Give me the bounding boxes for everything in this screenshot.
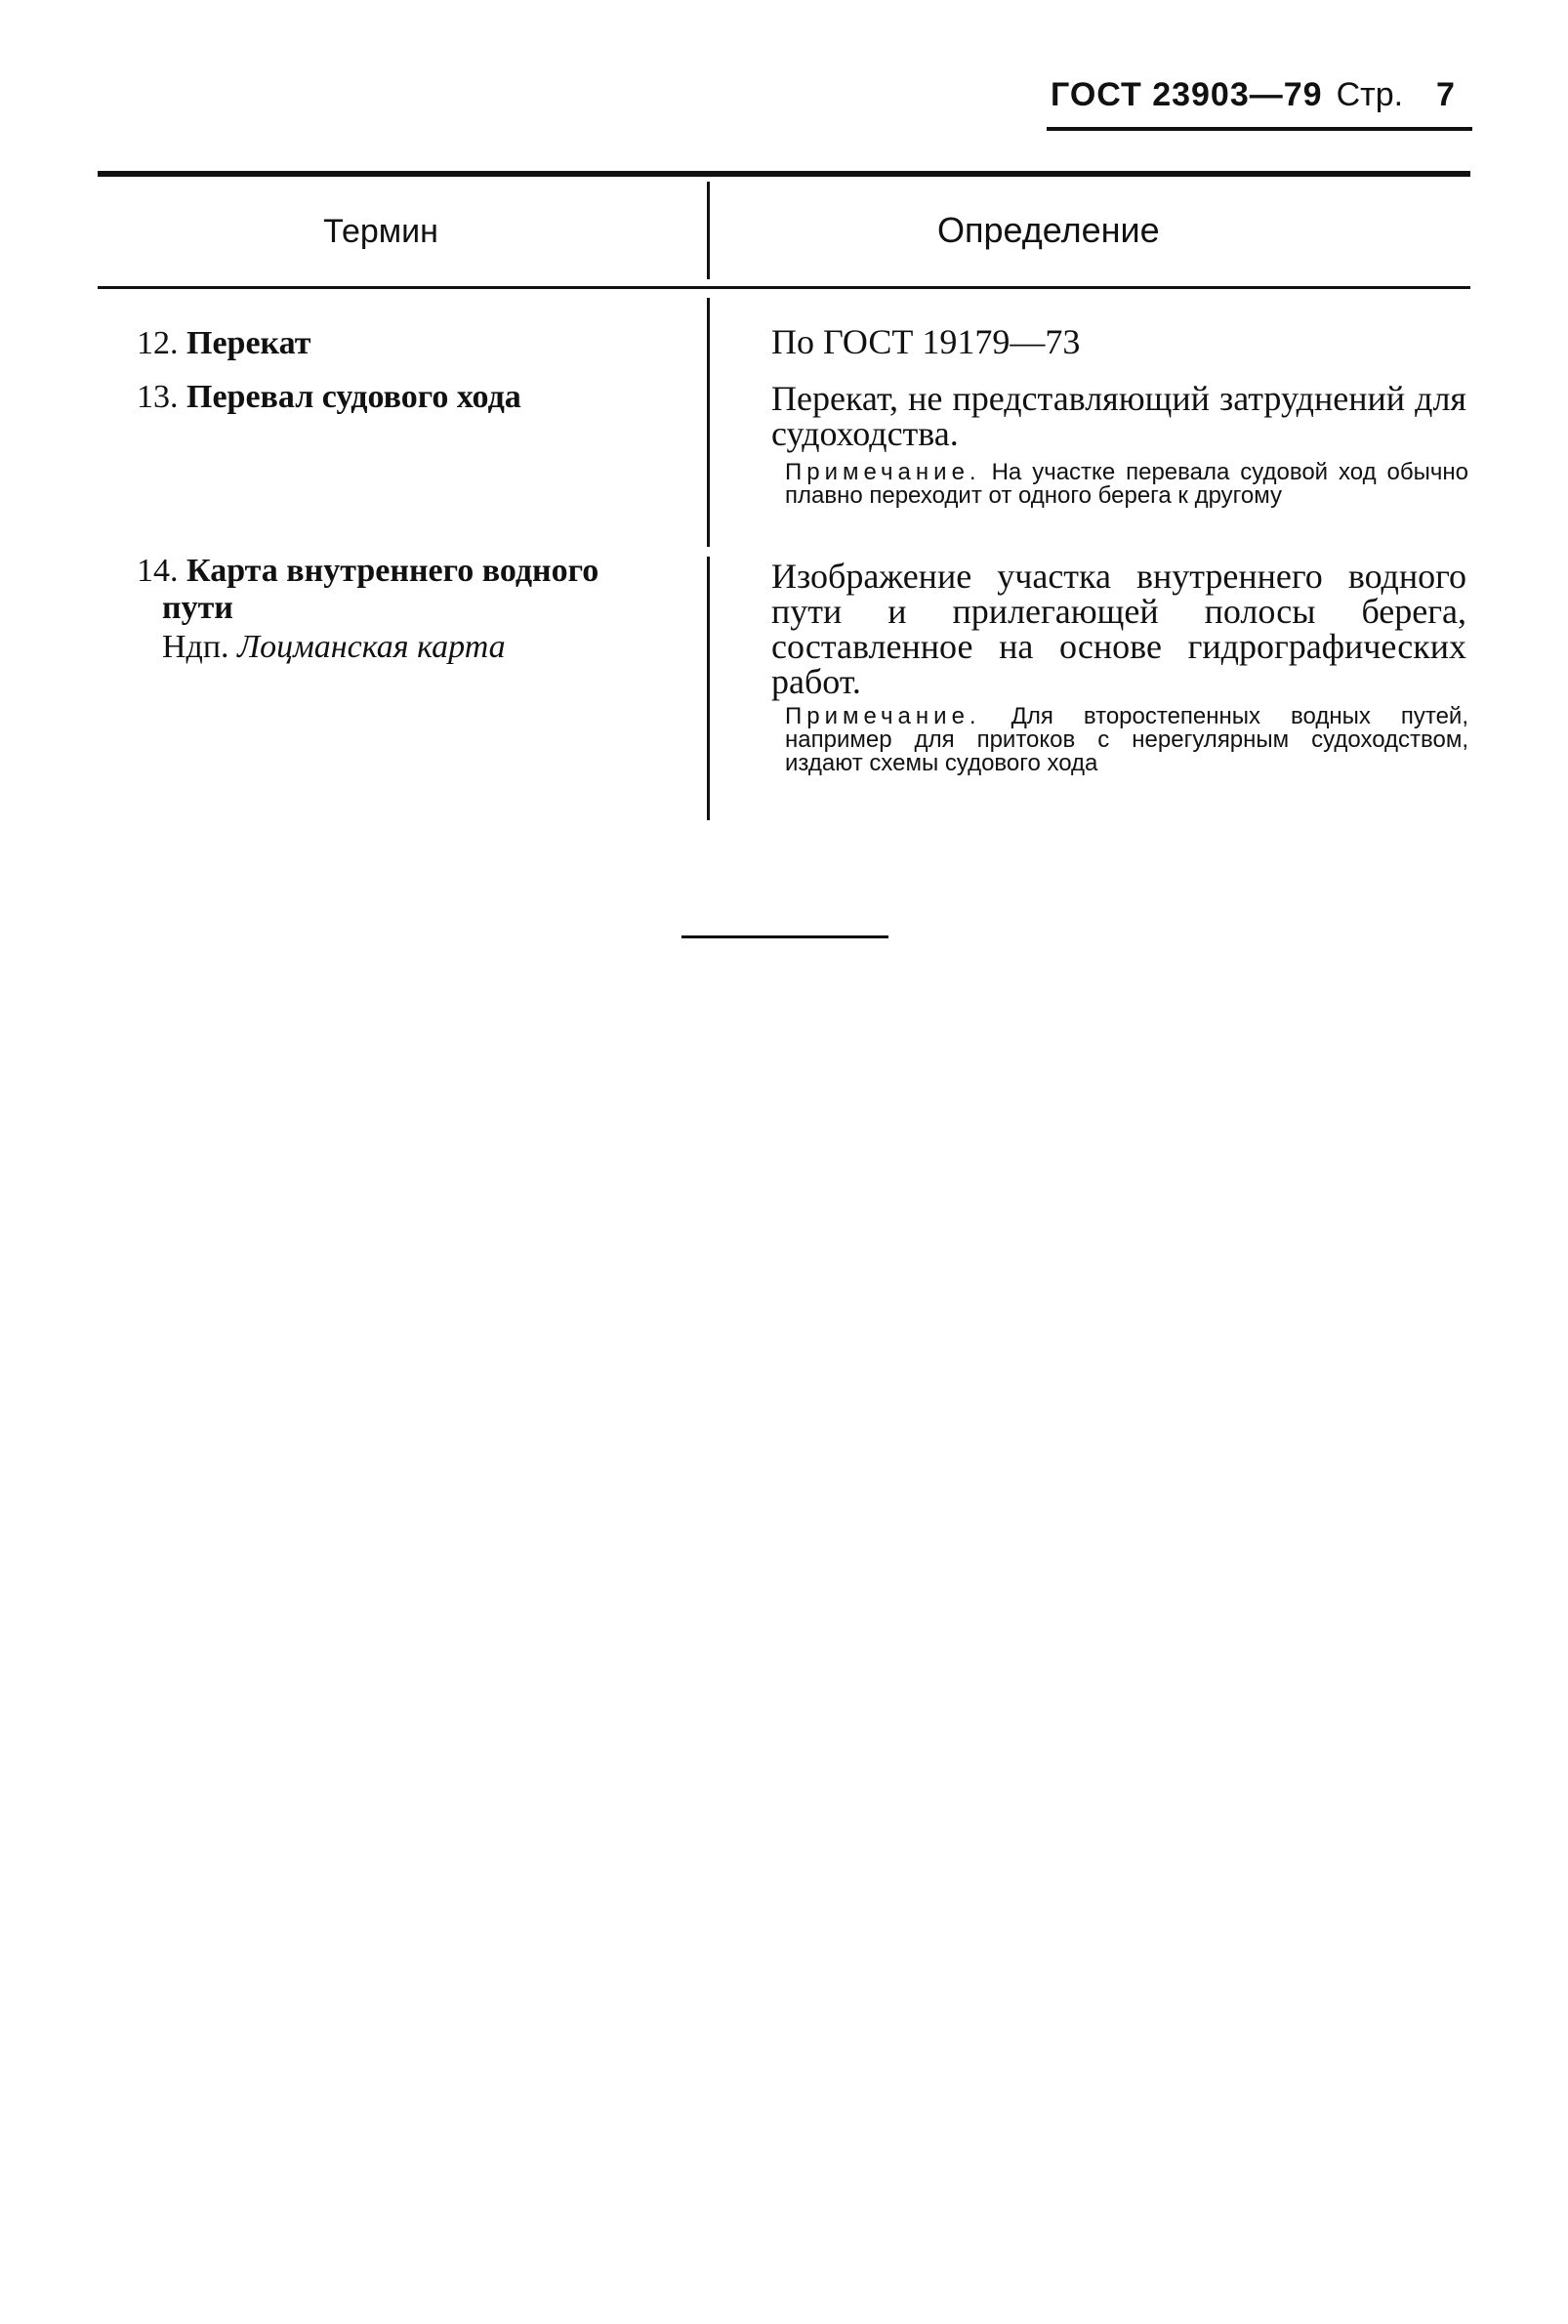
term-name: Карта внутреннего водного [186, 553, 599, 589]
note-13 [785, 461, 1468, 508]
column-divider [707, 557, 710, 820]
table-header-rule [98, 286, 1470, 289]
note-label: Примечание. [785, 703, 981, 729]
term-12 [137, 325, 310, 362]
page-number: 7 [1436, 76, 1455, 113]
term-number: 13. [137, 379, 179, 415]
column-header-definition: Определение [937, 210, 1160, 250]
ndp-term: Лоцманская карта [237, 629, 506, 665]
definition-14: Изображение участка внутреннего водного пути и прилегающей полосы берега, составленное на основе гидрографических работ. [771, 557, 1466, 701]
note-14 [785, 705, 1468, 775]
note-label: Примечание. [785, 459, 981, 485]
table-top-rule [98, 171, 1470, 177]
term-13 [137, 379, 521, 416]
deprecated-term [137, 629, 683, 666]
page-label: Стр. [1336, 76, 1404, 113]
term-name-continued: пути [162, 590, 233, 626]
term-number: 14. [137, 553, 179, 589]
note-text: Для второстепенных водных путей, например для притоков с нерегулярным судоходством, издают схемы судового хода [785, 703, 1468, 776]
header-underline [1047, 127, 1472, 131]
term-name: Перевал судового хода [186, 379, 521, 415]
standard-number: ГОСТ 23903—79 [1051, 76, 1323, 113]
page-header [1051, 76, 1470, 115]
column-divider [707, 298, 710, 547]
column-header-term: Термин [323, 213, 438, 250]
definition-12: По ГОСТ 19179—73 [771, 322, 1081, 361]
ndp-prefix: Ндп. [162, 629, 229, 665]
term-name: Перекат [186, 325, 311, 361]
definition-13: Перекат, не представляющий затруднений для судоходства. [771, 379, 1466, 453]
end-of-section-rule [681, 935, 888, 938]
note-text: На участке перевала судовой ход обычно плавно переходит от одного берега к другому [785, 459, 1468, 509]
term-number: 12. [137, 325, 179, 361]
column-divider-header [707, 182, 710, 279]
term-14 [137, 553, 683, 666]
